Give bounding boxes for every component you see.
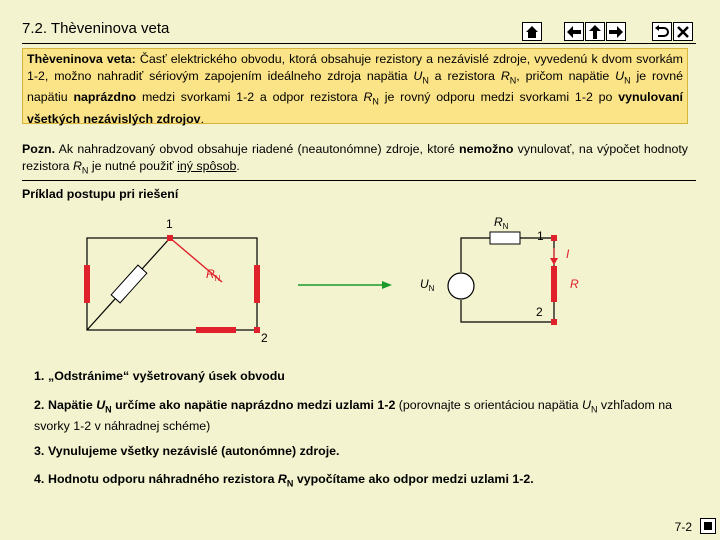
circuit-diagram (0, 210, 720, 370)
node-2-left (254, 327, 260, 333)
label-rn-left: $R_N$ (206, 267, 221, 283)
note-rule (22, 180, 696, 181)
note-paragraph: Pozn. Ak nahradzovaný obvod obsahuje riadené (neautonómne) zdroje, ktoré nemožno vynulovať, na výpočet hodnoty rezistora $R_N$ je nutné použiť iný spôsob. (22, 142, 688, 176)
forward-icon[interactable] (606, 22, 626, 41)
step-4: 4. Hodnotu odporu náhradného rezistora $R_N$ vypočítame ako odpor medzi uzlami 1-2. (34, 472, 534, 489)
close-icon[interactable] (673, 22, 693, 41)
voltage-source (448, 273, 474, 299)
bridge-circuit (87, 238, 257, 330)
other-method-link[interactable]: iný spôsob (177, 159, 237, 173)
load-resistor (551, 266, 557, 302)
back-icon[interactable] (564, 22, 584, 41)
rn-resistor-right (490, 232, 520, 244)
step-3: 3. Vynulujeme všetky nezávislé (autonómne) zdroje. (34, 444, 340, 458)
node-1-right (551, 235, 557, 241)
label-node-1-right: 1 (537, 229, 544, 243)
header (0, 0, 720, 44)
node-2-right (551, 319, 557, 325)
undo-icon[interactable] (652, 22, 672, 41)
label-node-2-right: 2 (536, 305, 543, 319)
page-number: 7-2 (674, 520, 692, 534)
resistor-bottom (196, 327, 236, 333)
step-1: 1. „Odstránime“ vyšetrovaný úsek obvodu (34, 369, 285, 383)
step-2: 2. Napätie $U_N$ určíme ako napätie naprázdno medzi uzlami 1-2 (porovnajte s orientáciou napätia $U_N$ vzhľadom na svorky 1-2 v náhradnej schéme) (34, 398, 673, 434)
up-icon[interactable] (585, 22, 605, 41)
theorem-term: Thèveninova veta: (27, 52, 136, 66)
header-rule (22, 43, 696, 44)
label-rn-right: $R_N$ (494, 215, 509, 231)
theorem-box: Thèveninova veta: Časť elektrického obvodu, ktorá obsahuje rezistory a nezávislé zdroje, vyvedenú k dvom svorkám 1-2, možno nahradiť sériovým zapojením ideálneho zdroja napätia $U_N$ a rezistora $R_N$, pričom napätie $U_N$ je rovné napätiu naprázdno medzi svorkami 1-2 a odpor rezistora $R_N$ je rovný odporu medzi svorkami 1-2 po vynulovaní všetkých nezávislých zdrojov. (22, 48, 688, 124)
current-arrowhead (550, 258, 558, 265)
resistor-right-vertical (254, 265, 260, 303)
label-load: R (570, 277, 579, 291)
page-icon[interactable] (700, 518, 716, 534)
page-title: 7.2. Thèveninova veta (22, 20, 170, 37)
resistor-left-vertical (84, 265, 90, 303)
example-heading: Príklad postupu pri riešení (22, 187, 179, 201)
label-node-1-left: 1 (166, 217, 173, 231)
bridge-frame (87, 238, 257, 330)
label-current: I (566, 247, 570, 261)
label-un: $U_N$ (420, 277, 435, 293)
label-node-2-left: 2 (261, 331, 268, 345)
arrow-head (382, 281, 392, 289)
diagonal-resistor (111, 265, 147, 303)
home-icon[interactable] (522, 22, 542, 41)
